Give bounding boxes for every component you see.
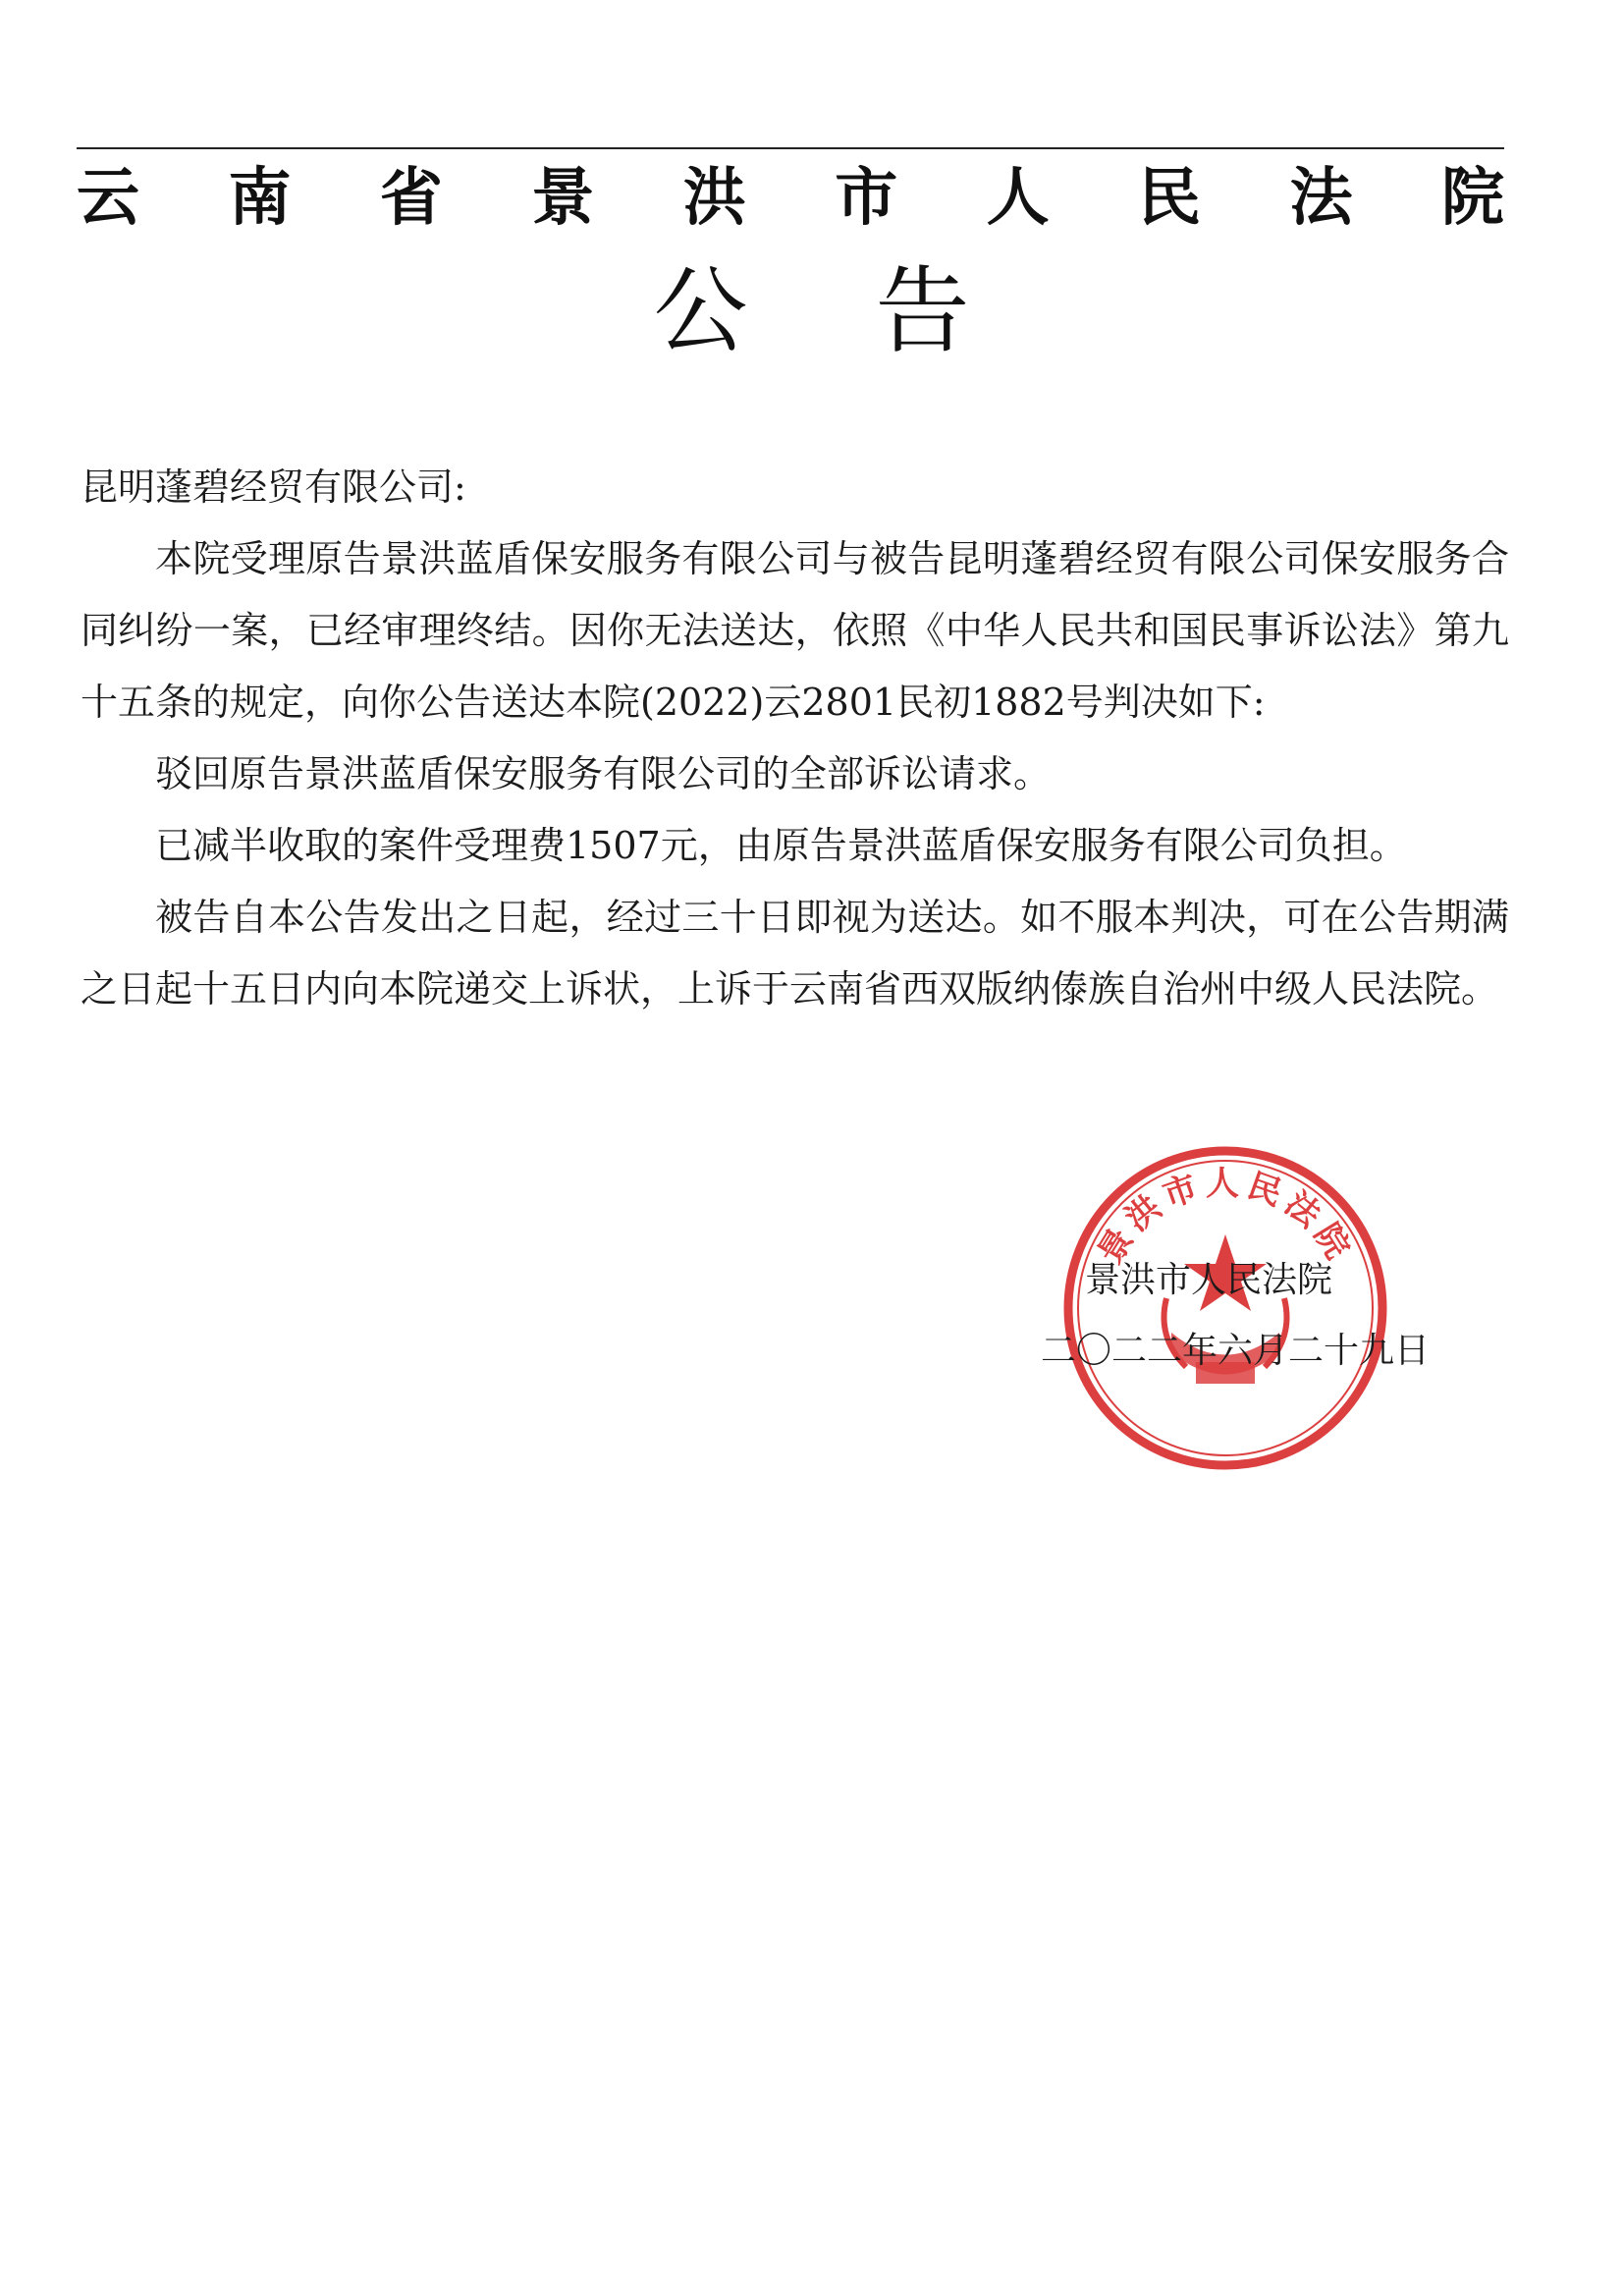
court-name-char: 市 bbox=[835, 162, 898, 235]
court-name-char: 南 bbox=[228, 162, 292, 235]
title-char: 告 bbox=[875, 256, 970, 366]
court-name-char: 民 bbox=[1138, 162, 1202, 235]
court-name-char: 法 bbox=[1289, 162, 1353, 235]
court-name-char: 院 bbox=[1440, 162, 1504, 235]
court-name-char: 省 bbox=[379, 162, 443, 235]
court-name-heading bbox=[77, 159, 1504, 238]
court-name-char: 洪 bbox=[682, 162, 746, 235]
signature-org: 景洪市人民法院 bbox=[1085, 1260, 1333, 1300]
addressee: 昆明蓬碧经贸有限公司: bbox=[81, 465, 466, 509]
paragraph-case-intro: 本院受理原告景洪蓝盾保安服务有限公司与被告昆明蓬碧经贸有限公司保安服务合同纠纷一案，已经审理终结。因你无法送达，依照《中华人民共和国民事诉讼法》第九十五条的规定，向你公告送达本院(2022)云2801民初1882号判决如下: bbox=[81, 537, 1509, 724]
court-name-char: 云 bbox=[77, 162, 139, 235]
court-name-char: 人 bbox=[986, 162, 1050, 235]
paragraph-appeal: 被告自本公告发出之日起，经过三十日即视为送达。如不服本判决，可在公告期满之日起十五日内向本院递交上诉状，上诉于云南省西双版纳傣族自治州中级人民法院。 bbox=[81, 896, 1509, 1011]
title-char: 公 bbox=[653, 256, 748, 366]
court-name-char: 景 bbox=[531, 162, 595, 235]
header-rule bbox=[77, 147, 1504, 149]
document-title bbox=[0, 257, 1623, 365]
signature-date: 二〇二二年六月二十九日 bbox=[1041, 1331, 1431, 1371]
notice-body bbox=[81, 452, 1509, 1025]
paragraph-fee: 已减半收取的案件受理费1507元，由原告景洪蓝盾保安服务有限公司负担。 bbox=[155, 824, 1407, 867]
seal-text: 景洪市人民法院 bbox=[1090, 1164, 1361, 1272]
paragraph-judgment: 驳回原告景洪蓝盾保安服务有限公司的全部诉讼请求。 bbox=[155, 752, 1052, 795]
signature-block bbox=[1041, 1245, 1492, 1387]
